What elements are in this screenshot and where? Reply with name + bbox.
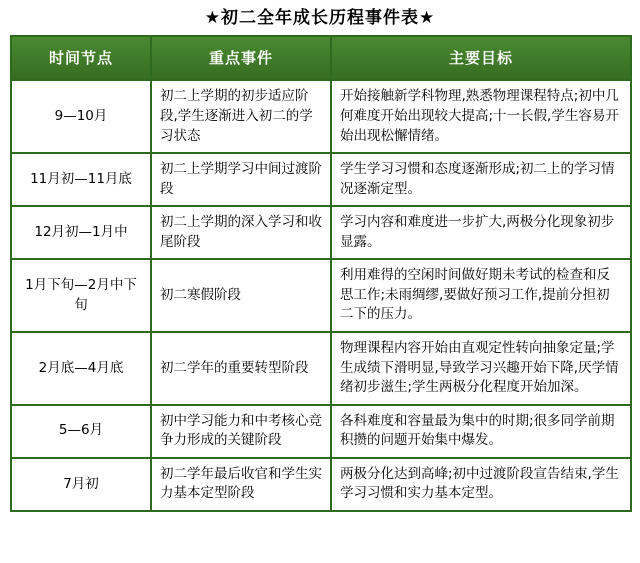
cell-event: 初二学年的重要转型阶段	[151, 332, 331, 405]
cell-goal: 开始接触新学科物理,熟悉物理课程特点;初中几何难度开始出现较大提高;十一长假,学生容易开始出现松懈情绪。	[331, 80, 631, 153]
column-header-event: 重点事件	[151, 36, 331, 80]
cell-goal: 学习内容和难度进一步扩大,两极分化现象初步显露。	[331, 206, 631, 259]
table-row	[11, 259, 631, 332]
table-header	[11, 36, 631, 80]
table-row	[11, 458, 631, 511]
table-header-row	[11, 36, 631, 80]
table-row	[11, 153, 631, 206]
cell-goal: 利用难得的空闲时间做好期未考试的检查和反思工作;未雨绸缪,要做好预习工作,提前分担初二下的压力。	[331, 259, 631, 332]
cell-period: 5—6月	[11, 405, 151, 458]
cell-event: 初中学习能力和中考核心竞争力形成的关键阶段	[151, 405, 331, 458]
cell-period: 9—10月	[11, 80, 151, 153]
cell-period: 12月初—1月中	[11, 206, 151, 259]
cell-goal: 物理课程内容开始由直观定性转向抽象定量;学生成绩下滑明显,导致学习兴趣开始下降,厌学情绪初步滋生;学生两极分化程度开始加深。	[331, 332, 631, 405]
table-row	[11, 80, 631, 153]
table-row	[11, 206, 631, 259]
table-row	[11, 405, 631, 458]
growth-events-table	[10, 35, 632, 512]
cell-period: 1月下旬—2月中下旬	[11, 259, 151, 332]
column-header-period: 时间节点	[11, 36, 151, 80]
cell-goal: 各科难度和容量最为集中的时期;很多同学前期积攒的问题开始集中爆发。	[331, 405, 631, 458]
cell-event: 初二寒假阶段	[151, 259, 331, 332]
cell-period: 7月初	[11, 458, 151, 511]
cell-event: 初二上学期的初步适应阶段,学生逐渐进入初二的学习状态	[151, 80, 331, 153]
table-row	[11, 332, 631, 405]
cell-event: 初二上学期的深入学习和收尾阶段	[151, 206, 331, 259]
cell-event: 初二上学期学习中间过渡阶段	[151, 153, 331, 206]
cell-goal: 学生学习习惯和态度逐渐形成;初二上的学习情况逐渐定型。	[331, 153, 631, 206]
cell-period: 2月底—4月底	[11, 332, 151, 405]
page-title: ★初二全年成长历程事件表★	[204, 8, 436, 28]
cell-event: 初二学年最后收官和学生实力基本定型阶段	[151, 458, 331, 511]
column-header-goal: 主要目标	[331, 36, 631, 80]
cell-goal: 两极分化达到高峰;初中过渡阶段宣告结束,学生学习习惯和实力基本定型。	[331, 458, 631, 511]
table-body	[11, 80, 631, 511]
cell-period: 11月初—11月底	[11, 153, 151, 206]
